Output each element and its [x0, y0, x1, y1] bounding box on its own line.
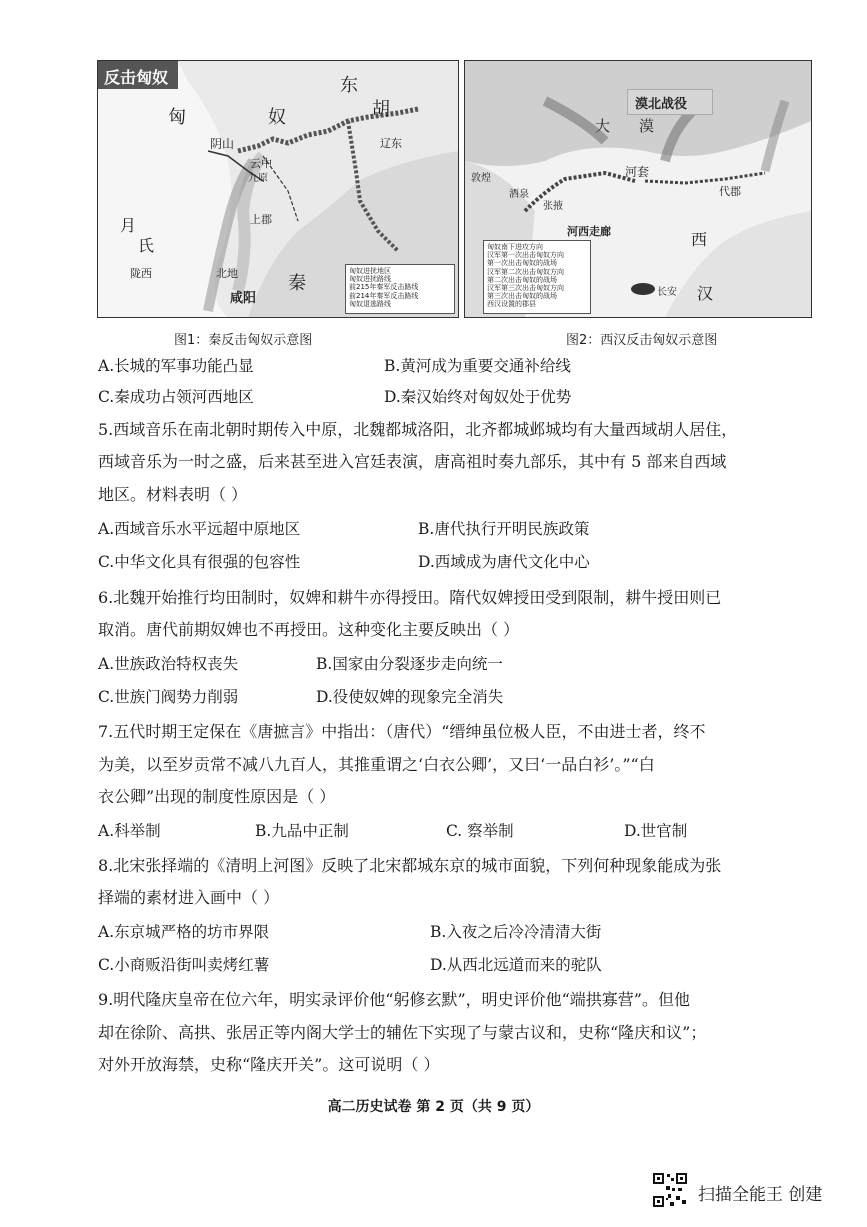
- q5-option-b: B.唐代执行开明民族政策: [418, 520, 590, 538]
- map2-legend-item: 汉军第三次出击匈奴方向: [487, 284, 564, 293]
- map2-label-mobei: 漠北战役: [635, 97, 688, 112]
- q6-stem-line1: 6.北魏开始推行均田制时，奴婢和耕牛亦得授田。隋代奴婢授田受到限制，耕牛授田则已: [98, 588, 722, 607]
- map1-label-shi: 氏: [138, 236, 155, 255]
- q7-option-d: D.世官制: [624, 822, 688, 840]
- q8-option-a: A.东京城严格的坊市界限: [98, 923, 270, 941]
- q8-option-b: B.入夜之后冷冷清清大街: [430, 923, 602, 941]
- q4-option-d: D.秦汉始终对匈奴处于优势: [384, 388, 572, 406]
- map1-label-xiongnu2: 奴: [268, 107, 286, 128]
- map2-label-changan: 长安: [657, 287, 677, 298]
- map1-label-beidi: 北地: [216, 267, 238, 280]
- map1-label-shang: 上郡: [250, 213, 272, 226]
- q5-option-c: C.中华文化具有很强的包容性: [98, 553, 301, 571]
- q4-option-b: B.黄河成为重要交通补给线: [384, 357, 571, 375]
- q5-stem-line1: 5.西域音乐在南北朝时期传入中原，北魏都城洛阳，北齐都城邺城均有大量西域胡人居住，: [98, 420, 738, 439]
- q8-option-d: D.从西北远道而来的驼队: [430, 956, 602, 974]
- map2-label-mo: 漠: [639, 117, 655, 135]
- map2-legend-item: 汉军第二次出击匈奴方向: [487, 267, 564, 276]
- map2-label-zhangye: 张掖: [543, 201, 563, 212]
- map1-label-liaodong: 辽东: [380, 137, 402, 150]
- map1-legend-item: 匈奴进扰地区: [349, 267, 391, 275]
- map1-label-yue: 月: [120, 216, 137, 235]
- q7-option-c: C. 察举制: [446, 822, 514, 840]
- map1-legend-item: 匈奴退逃路线: [349, 299, 391, 308]
- map2-label-xi: 西: [691, 230, 708, 249]
- q7-option-a: A.科举制: [98, 822, 161, 840]
- q4-option-a: A.长城的军事功能凸显: [98, 357, 254, 375]
- map2-legend-item: 匈奴南下进攻方向: [487, 243, 543, 251]
- q6-stem-line2: 取消。唐代前期奴婢也不再授田。这种变化主要反映出（ ）: [98, 620, 520, 639]
- q8-stem-line2: 择端的素材进入画中（ ）: [98, 888, 280, 907]
- page-footer: 高二历史试卷 第 2 页（共 9 页）: [327, 1099, 540, 1115]
- q5-stem-line2: 西域音乐为一时之盛，后来甚至进入宫廷表演，唐高祖时奏九部乐，其中有 5 部来自西域: [98, 452, 727, 471]
- map2-label-han: 汉: [697, 284, 714, 303]
- map2-legend: [483, 240, 591, 314]
- map1-legend-item: 前215年秦军反击路线: [349, 283, 419, 292]
- q6-option-a: A.世族政治特权丧失: [98, 655, 239, 673]
- q4-option-c: C.秦成功占领河西地区: [98, 388, 254, 406]
- scanner-watermark: 扫描全能王 创建: [698, 1185, 823, 1205]
- map1-label-xianyang: 咸阳: [230, 291, 257, 306]
- map2-legend-item: 第二次出击匈奴的战场: [487, 275, 557, 284]
- map1-label-longxi: 陇西: [130, 267, 152, 280]
- map2-label-hexi: 河西走廊: [567, 225, 611, 238]
- map2-legend-item: 第一次出击匈奴的战场: [487, 259, 557, 268]
- q7-stem-line3: 衣公卿”出现的制度性原因是（ ）: [98, 787, 336, 806]
- figure1-caption: 图1：秦反击匈奴示意图: [174, 333, 313, 348]
- map2-label-hetao: 河套: [625, 165, 650, 179]
- map1-legend-item: 前214年秦军反击路线: [349, 291, 419, 300]
- q9-stem-line3: 对外开放海禁，史称“隆庆开关”。这可说明（ ）: [98, 1055, 440, 1074]
- map2-legend-item: 西汉设置的郡县: [487, 300, 536, 309]
- map-qin-against-xiongnu: [97, 60, 459, 318]
- map1-legend-item: 匈奴进扰路线: [349, 275, 391, 284]
- map1-label-yanshan: 阴山: [210, 137, 235, 151]
- map1-label-xiongnu1: 匈: [168, 107, 186, 128]
- q9-stem-line2: 却在徐阶、高拱、张居正等内阁大学士的辅佐下实现了与蒙古议和，史称“隆庆和议”；: [98, 1023, 707, 1042]
- q7-stem-line2: 为美，以至岁贡常不减八九百人，其推重谓之‘白衣公卿’，又曰‘一品白衫’。”“白: [98, 755, 655, 774]
- map2-label-da: 大: [595, 117, 611, 135]
- q5-option-d: D.西域成为唐代文化中心: [418, 553, 590, 571]
- q6-option-c: C.世族门阀势力削弱: [98, 688, 239, 706]
- map1-label-jiuyuan: 九原: [248, 173, 268, 184]
- q7-option-b: B.九品中正制: [255, 822, 349, 840]
- map1-label-hu: 胡: [372, 99, 390, 120]
- map2-legend-item: 第三次出击匈奴的战场: [487, 292, 557, 301]
- q5-stem-line3: 地区。材料表明（ ）: [98, 485, 248, 504]
- q8-option-c: C.小商贩沿街叫卖烤红薯: [98, 956, 270, 974]
- q8-stem-line1: 8.北宋张择端的《清明上河图》反映了北宋都城东京的城市面貌，下列何种现象能成为张: [98, 856, 722, 875]
- q6-option-d: D.役使奴婢的现象完全消失: [316, 688, 504, 706]
- map-western-han-against-xiongnu: [464, 60, 812, 318]
- map2-label-jiuquan: 酒泉: [509, 189, 529, 200]
- map1-title: 反击匈奴: [104, 68, 169, 87]
- map1-label-yunzhong: 云中: [250, 157, 272, 170]
- map2-label-daijun: 代郡: [719, 185, 741, 198]
- map1-label-dong: 东: [340, 75, 358, 96]
- q7-stem-line1: 7.五代时期王定保在《唐摭言》中指出：（唐代）“缙绅虽位极人臣，不由进士者，终不: [98, 722, 706, 741]
- map1-legend: [345, 264, 455, 314]
- figure2-caption: 图2：西汉反击匈奴示意图: [566, 333, 718, 348]
- map2-legend-item: 汉军第一次出击匈奴方向: [487, 251, 564, 260]
- map2-label-dunhuang: 敦煌: [471, 173, 491, 184]
- map1-label-qin: 秦: [288, 273, 306, 294]
- q5-option-a: A.西域音乐水平远超中原地区: [98, 520, 301, 538]
- q9-stem-line1: 9.明代隆庆皇帝在位六年，明实录评价他“躬修玄默”，明史评价他“端拱寡营”。但他: [98, 990, 690, 1009]
- qr-code-icon: [652, 1172, 688, 1208]
- q6-option-b: B.国家由分裂逐步走向统一: [316, 655, 503, 673]
